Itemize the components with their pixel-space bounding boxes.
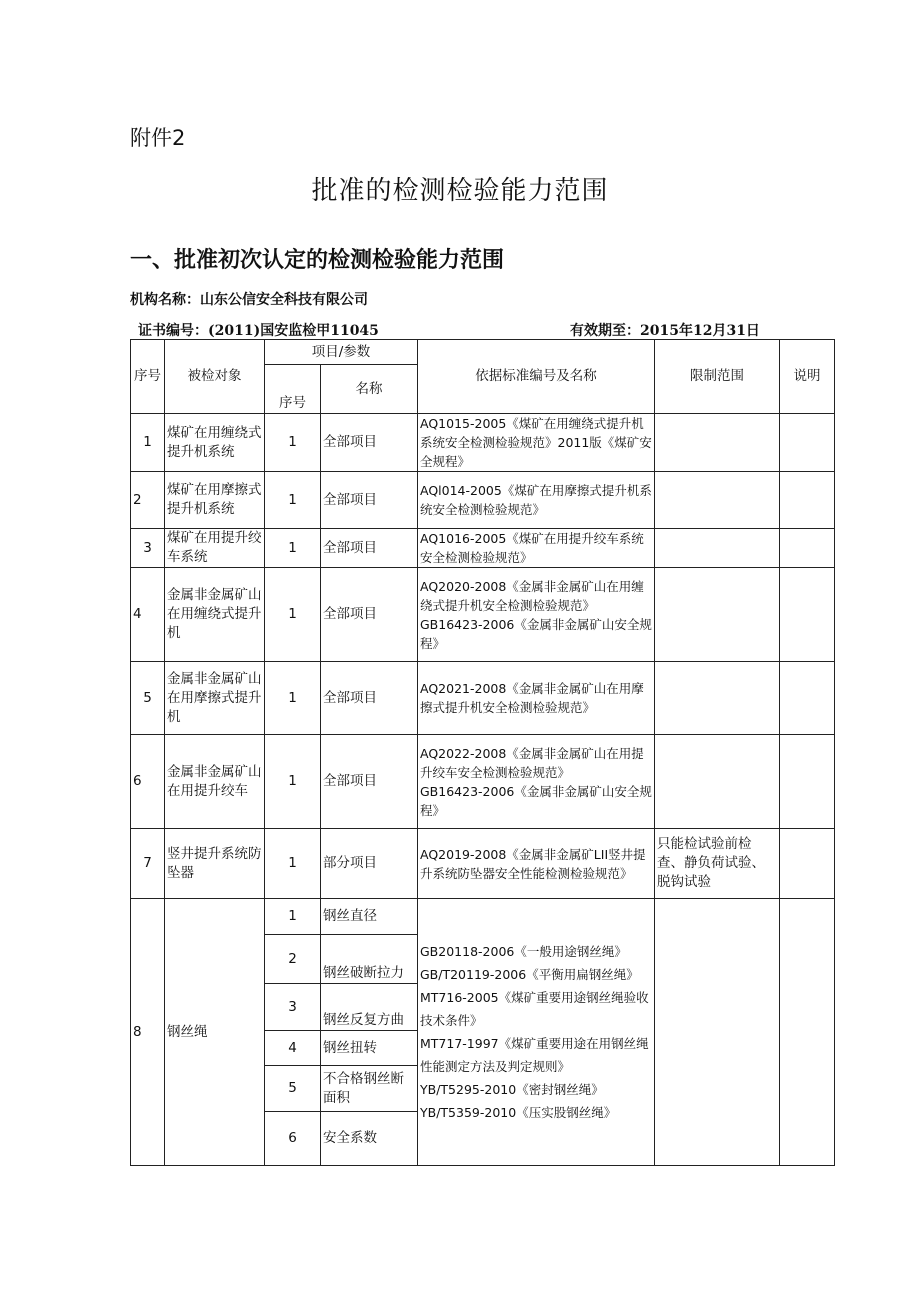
row-object: 金属非金属矿山在用提升绞车 <box>165 735 265 829</box>
row-note <box>780 735 835 829</box>
row-note <box>780 472 835 529</box>
table-row <box>131 735 835 829</box>
row-standard: AQ1015-2005《煤矿在用缠绕式提升机系统安全检测检验规范》2011版《煤矿安全规程》 <box>418 414 655 472</box>
table-row <box>131 568 835 662</box>
row-standard: AQ2022-2008《金属非金属矿山在用提升绞车安全检测检验规范》 GB16423-2006《金属非金属矿山安全规程》 <box>418 735 655 829</box>
row-param-seq: 1 <box>265 899 321 935</box>
row-param-name: 不合格钢丝断面积 <box>321 1066 418 1112</box>
row-param-seq: 1 <box>265 472 321 529</box>
row-param-seq: 1 <box>265 529 321 568</box>
header-limit: 限制范围 <box>655 340 780 414</box>
row-param-seq: 5 <box>265 1066 321 1112</box>
row-seq: 2 <box>131 472 165 529</box>
row-limit <box>655 735 780 829</box>
row-param-seq: 1 <box>265 829 321 899</box>
row-note <box>780 829 835 899</box>
row-limit <box>655 414 780 472</box>
table-row <box>131 662 835 735</box>
row-param-name: 钢丝反复方曲 <box>321 984 418 1031</box>
row-param-name: 全部项目 <box>321 529 418 568</box>
row-note <box>780 529 835 568</box>
row-limit <box>655 568 780 662</box>
row-standard: AQ2021-2008《金属非金属矿山在用摩擦式提升机安全检测检验规范》 <box>418 662 655 735</box>
row-object: 竖井提升系统防坠器 <box>165 829 265 899</box>
table-row <box>131 529 835 568</box>
row-param-name: 安全系数 <box>321 1112 418 1166</box>
table-row <box>131 472 835 529</box>
row-param-name: 全部项目 <box>321 472 418 529</box>
row-object: 煤矿在用缠绕式提升机系统 <box>165 414 265 472</box>
row-param-seq: 1 <box>265 414 321 472</box>
row-param-name: 全部项目 <box>321 568 418 662</box>
table-row <box>131 899 835 935</box>
row-object: 金属非金属矿山在用摩擦式提升机 <box>165 662 265 735</box>
row-param-name: 钢丝破断拉力 <box>321 935 418 984</box>
row-limit <box>655 472 780 529</box>
header-object: 被检对象 <box>165 340 265 414</box>
row-standard: AQ2020-2008《金属非金属矿山在用缠绕式提升机安全检测检验规范》 GB16423-2006《金属非金属矿山安全规程》 <box>418 568 655 662</box>
attachment-label: 附件2 <box>130 126 186 150</box>
row-seq: 4 <box>131 568 165 662</box>
document-title: 批准的检测检验能力范围 <box>311 176 609 206</box>
row-limit <box>655 899 780 1166</box>
row-seq: 5 <box>131 662 165 735</box>
row-param-name: 部分项目 <box>321 829 418 899</box>
header-note: 说明 <box>780 340 835 414</box>
row-object: 煤矿在用摩擦式提升机系统 <box>165 472 265 529</box>
row-object: 煤矿在用提升绞车系统 <box>165 529 265 568</box>
header-param-seq: 序号 <box>265 365 321 414</box>
row-note <box>780 899 835 1166</box>
row-note <box>780 662 835 735</box>
row-seq: 8 <box>131 899 165 1166</box>
header-standard: 依据标准编号及名称 <box>418 340 655 414</box>
header-param-name: 名称 <box>321 365 418 414</box>
row-param-name: 全部项目 <box>321 662 418 735</box>
row-param-name: 全部项目 <box>321 735 418 829</box>
row-object: 金属非金属矿山在用缠绕式提升机 <box>165 568 265 662</box>
valid-until: 有效期至：2015年12月31日 <box>570 323 760 339</box>
row-note <box>780 568 835 662</box>
header-row <box>131 340 835 365</box>
row-object: 钢丝绳 <box>165 899 265 1166</box>
table-row <box>131 414 835 472</box>
organization-name: 机构名称：山东公信安全科技有限公司 <box>130 292 368 308</box>
row-limit <box>655 529 780 568</box>
row-param-seq: 1 <box>265 662 321 735</box>
row-param-seq: 1 <box>265 735 321 829</box>
row-param-name: 钢丝直径 <box>321 899 418 935</box>
row-param-name: 钢丝扭转 <box>321 1031 418 1066</box>
row-limit <box>655 662 780 735</box>
certificate-number: 证书编号：(2011)国安监检甲11045 <box>138 323 379 339</box>
row-param-seq: 6 <box>265 1112 321 1166</box>
row-param-seq: 4 <box>265 1031 321 1066</box>
section-heading: 一、批准初次认定的检测检验能力范围 <box>130 248 505 273</box>
row-limit: 只能检试验前检查、静负荷试验、脱钩试验 <box>655 829 780 899</box>
row-standard: AQ1016-2005《煤矿在用提升绞车系统安全检测检验规范》 <box>418 529 655 568</box>
row-seq: 1 <box>131 414 165 472</box>
row-param-name: 全部项目 <box>321 414 418 472</box>
row-param-seq: 1 <box>265 568 321 662</box>
capability-table <box>130 339 835 1166</box>
row-standard: GB20118-2006《一般用途钢丝绳》 GB/T20119-2006《平衡用扁钢丝绳》 MT716-2005《煤矿重要用途钢丝绳验收技术条件》 MT717-1997《煤矿重要用途在用钢丝绳性能测定方法及判定规则》 YB/T5295-2010《密封钢丝绳》 YB/T5359-2010《压实股钢丝绳》 <box>418 899 655 1166</box>
row-seq: 7 <box>131 829 165 899</box>
row-param-seq: 2 <box>265 935 321 984</box>
header-params: 项目/参数 <box>265 340 418 365</box>
row-note <box>780 414 835 472</box>
row-seq: 3 <box>131 529 165 568</box>
row-standard: AQ2019-2008《金属非金属矿LII竖井提升系统防坠器安全性能检测检验规范》 <box>418 829 655 899</box>
row-standard: AQl014-2005《煤矿在用摩擦式提升机系统安全检测检验规范》 <box>418 472 655 529</box>
header-seq: 序号 <box>131 340 165 414</box>
row-param-seq: 3 <box>265 984 321 1031</box>
row-seq: 6 <box>131 735 165 829</box>
table-row <box>131 829 835 899</box>
